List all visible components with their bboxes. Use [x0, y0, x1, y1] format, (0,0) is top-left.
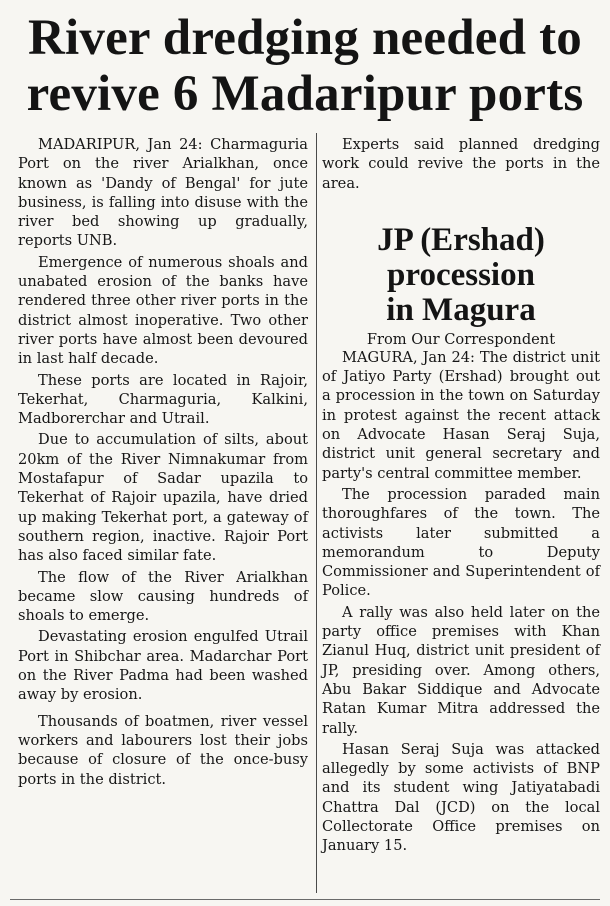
subhead-line-3: in Magura — [386, 291, 536, 328]
article2-paragraph-4: Hasan Seraj Suja was attacked allegedly by some activists of BNP and its student wing Jatiyatabadi Chattra Dal (JCD) on the local Collectorate Office premises on January 15. — [322, 740, 600, 855]
column-divider — [316, 133, 317, 893]
article1-paragraph-2: Emergence of numerous shoals and unabated erosion of the banks have rendered three other river ports in the district almost inoperative. Two other river ports have almost been devoured in last half decade. — [18, 253, 308, 368]
article2-paragraph-2: The procession paraded main thoroughfares of the town. The activists later submitted a memorandum to Deputy Commissioner and Superintendent of Police. — [322, 485, 600, 600]
article1-paragraph-7: Thousands of boatmen, river vessel workers and labourers lost their jobs because of closure of the once-busy ports in the district. — [18, 712, 308, 788]
article1-paragraph-4: Due to accumulation of silts, about 20km of the River Nimnakumar from Mostafapur of Sadar upazila to Tekerhat of Rajoir upazila, have dried up making Tekerhat port, a gateway of southern region, inactive. Rajoir Port has also faced similar fate. — [18, 431, 308, 565]
headline-line-2: revive 6 Madaripur ports — [26, 66, 584, 122]
left-column — [18, 135, 308, 789]
article1-paragraph-8: Experts said planned dredging work could revive the ports in the area. — [322, 136, 600, 192]
subhead-line-1: JP (Ershad) — [377, 221, 545, 258]
article1-paragraph-1: MADARIPUR, Jan 24: Charmaguria Port on the river Arialkhan, once known as 'Dandy of Bengal' for jute business, is falling into disuse with the river bed showing up gradually, reports UNB. — [18, 136, 308, 250]
newspaper-clipping — [4, 0, 606, 906]
article2-paragraph-1: MAGURA, Jan 24: The district unit of Jatiyo Party (Ershad) brought out a procession in the town on Saturday in protest against the recent attack on Advocate Hasan Seraj Suja, district unit general secretary and party's central committee member. — [322, 348, 600, 482]
right-column — [322, 135, 600, 856]
article1-paragraph-3: These ports are located in Rajoir, Tekerhat, Charmaguria, Kalkini, Madborerchar and Utrail. — [18, 371, 308, 428]
bottom-rule — [10, 899, 600, 900]
headline-line-1: River dredging needed to — [28, 10, 582, 66]
article1-paragraph-5: The flow of the River Arialkhan became slow causing hundreds of shoals to emerge. — [18, 568, 308, 625]
subhead-line-2: procession — [387, 256, 535, 293]
second-headline — [322, 223, 600, 328]
article2-paragraph-3: A rally was also held later on the party office premises with Khan Zianul Huq, district unit president of JP, presiding over. Among others, Abu Bakar Siddique and Advocate Ratan Kumar Mitra addressed the rally. — [322, 603, 600, 737]
byline: From Our Correspondent — [366, 330, 556, 348]
main-headline — [12, 10, 598, 122]
article1-paragraph-6: Devastating erosion engulfed Utrail Port in Shibchar area. Madarchar Port on the River Padma had been washed away by erosion. — [18, 628, 308, 704]
